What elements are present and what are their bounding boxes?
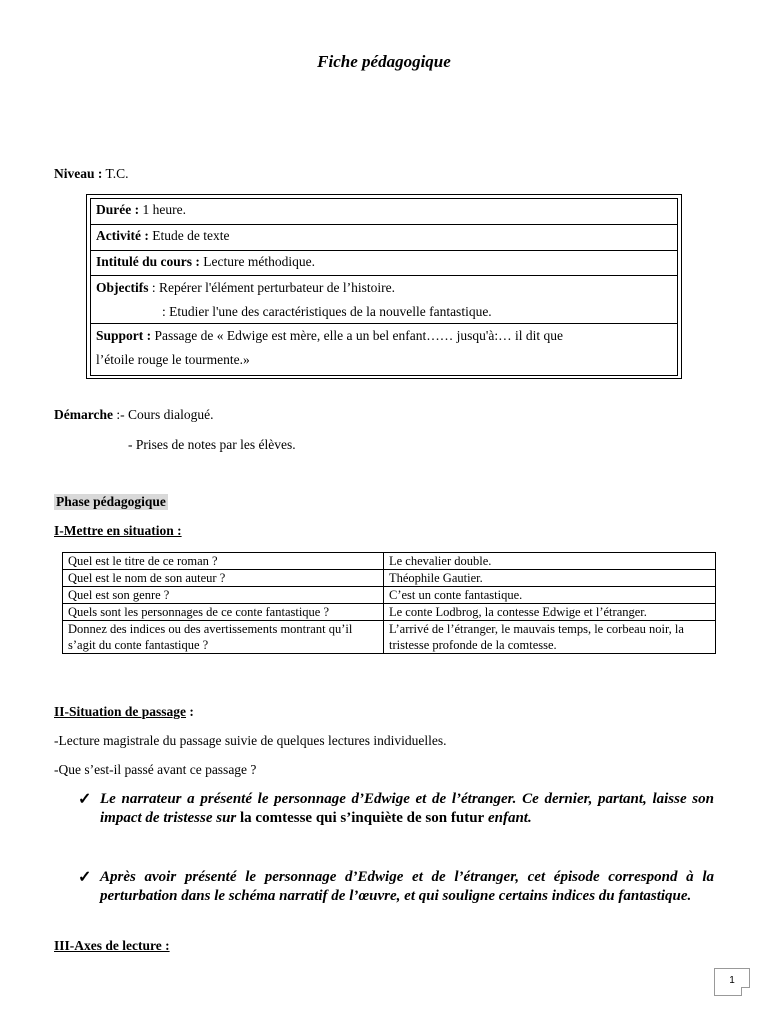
demarche-line1: :- Cours dialogué.: [112, 407, 214, 422]
answer-cell: Le chevalier double.: [384, 553, 716, 570]
question-cell: Quel est son genre ?: [63, 587, 384, 604]
niveau-label: Niveau :: [54, 166, 103, 181]
support-row: [91, 324, 677, 375]
question-cell: Donnez des indices ou des avertissements montrant qu’il s’agit du conte fantastique ?: [63, 621, 384, 654]
question-cell: Quel est le titre de ce roman ?: [63, 553, 384, 570]
section2-title: II-Situation de passage: [54, 704, 187, 719]
document-title: Fiche pédagogique: [317, 52, 451, 71]
question-line: -Que s’est-il passé avant ce passage ?: [54, 762, 257, 777]
objectifs-label: Objectifs: [96, 280, 149, 295]
activite-row: [91, 225, 677, 251]
support-line1: Passage de « Edwige est mère, elle a un bel enfant…… jusqu'à:… il dit que: [151, 328, 563, 343]
lecture-line: -Lecture magistrale du passage suivie de quelques lectures individuelles.: [54, 733, 447, 748]
page-number: 1: [714, 968, 750, 996]
question-cell: Quels sont les personnages de ce conte fantastique ?: [63, 604, 384, 621]
answer-cell: Théophile Gautier.: [384, 570, 716, 587]
duree-value: 1 heure.: [139, 202, 186, 217]
objectifs-line2: : Etudier l'une des caractéristiques de la nouvelle fantastique.: [162, 304, 492, 319]
lesson-info-inner: [90, 198, 678, 376]
lesson-info-box: [86, 194, 682, 379]
bullet-2-text: Après avoir présenté le personnage d’Edwige et de l’étranger, cet épisode correspond à la perturbation dans le schéma narratif de l’œuvre, et qui souligne certains indices du fantastique.: [100, 869, 714, 904]
demarche-line2: - Prises de notes par les élèves.: [128, 437, 296, 452]
section2-suffix: :: [186, 704, 194, 719]
demarche-line: [54, 407, 213, 423]
objectifs-row: [91, 276, 677, 324]
intitule-label: Intitulé du cours :: [96, 254, 200, 269]
bullet-1: [78, 790, 714, 828]
table-row: [63, 604, 716, 621]
section1-heading: I-Mettre en situation :: [54, 523, 182, 538]
checkmark-icon: ✓: [78, 791, 92, 808]
activite-label: Activité :: [96, 228, 149, 243]
answer-cell: C’est un conte fantastique.: [384, 587, 716, 604]
duree-row: [91, 199, 677, 225]
demarche-label: Démarche: [54, 407, 113, 422]
objectifs-line1: : Repérer l'élément perturbateur de l’histoire.: [148, 280, 395, 295]
answer-cell: L’arrivé de l’étranger, le mauvais temps, le corbeau noir, la tristesse profonde de la comtesse.: [384, 621, 716, 654]
intitule-row: [91, 251, 677, 276]
bullet-1-part2: la comtesse qui s’inquiète de son futur: [240, 810, 485, 826]
niveau-line: [54, 166, 129, 182]
question-cell: Quel est le nom de son auteur ?: [63, 570, 384, 587]
bullet-1-part3: enfant.: [484, 810, 532, 826]
section2-heading: [54, 704, 194, 720]
answer-cell: Le conte Lodbrog, la contesse Edwige et l’étranger.: [384, 604, 716, 621]
qa-table: [62, 552, 716, 654]
table-row: [63, 621, 716, 654]
intitule-value: Lecture méthodique.: [199, 254, 315, 269]
phase-heading: Phase pédagogique: [56, 494, 166, 509]
activite-value: Etude de texte: [148, 228, 230, 243]
bullet-1-part1: Le narrateur a présenté le personnage d’Edwige et de l’étranger. Ce dernier, partant, laisse son impact de tristesse sur: [100, 791, 714, 826]
duree-label: Durée :: [96, 202, 140, 217]
niveau-value: T.C.: [102, 166, 129, 181]
table-row: [63, 553, 716, 570]
table-row: [63, 570, 716, 587]
section3-heading: III-Axes de lecture :: [54, 938, 170, 953]
table-row: [63, 587, 716, 604]
bullet-2: [78, 868, 714, 906]
support-line2: l’étoile rouge le tourmente.»: [96, 352, 250, 367]
checkmark-icon: ✓: [78, 869, 92, 886]
support-label: Support :: [96, 328, 152, 343]
